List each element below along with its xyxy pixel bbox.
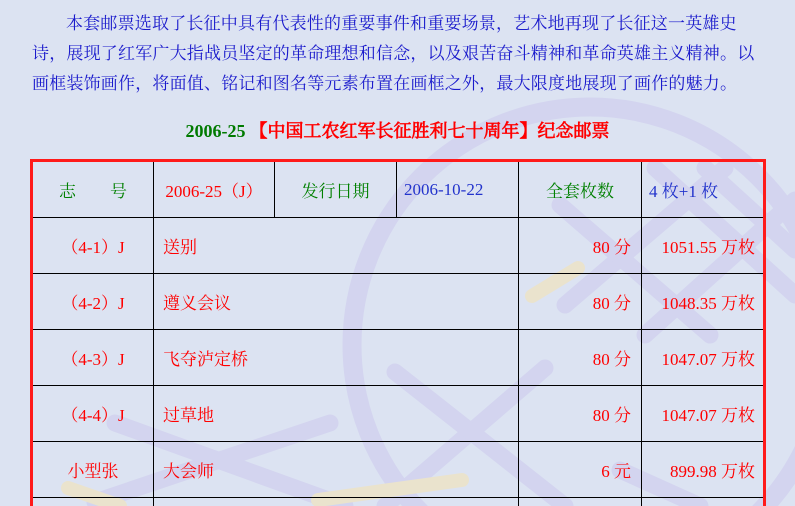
name-cell: 过草地 xyxy=(154,386,519,442)
page-title xyxy=(0,118,795,144)
denomination-cell: 80 分 xyxy=(519,218,642,274)
denomination-cell: 6 元 xyxy=(519,442,642,498)
quantity-cell: 1047.07 万枚 xyxy=(642,386,765,442)
table-row xyxy=(32,218,765,274)
denomination-cell xyxy=(519,498,642,506)
header-issue-date-label: 发行日期 xyxy=(275,161,397,218)
denomination-cell: 80 分 xyxy=(519,274,642,330)
table-header-row xyxy=(32,161,765,218)
quantity-cell xyxy=(642,498,765,506)
table-row-partial xyxy=(32,498,765,506)
name-cell: 飞夺泸定桥 xyxy=(154,330,519,386)
quantity-cell: 1047.07 万枚 xyxy=(642,330,765,386)
catalog-cell: （4-1）J xyxy=(32,218,154,274)
name-cell: 遵义会议 xyxy=(154,274,519,330)
name-cell: 大会师 xyxy=(154,442,519,498)
quantity-cell: 1051.55 万枚 xyxy=(642,218,765,274)
table-row xyxy=(32,274,765,330)
header-set-count-value: 4 枚+1 枚 xyxy=(642,161,765,218)
header-issue-date-value: 2006-10-22 xyxy=(397,161,519,218)
title-stamp-name: 【中国工农红军长征胜利七十周年】纪念邮票 xyxy=(249,121,610,141)
table-row xyxy=(32,330,765,386)
denomination-cell: 80 分 xyxy=(519,386,642,442)
name-cell xyxy=(154,498,519,506)
denomination-cell: 80 分 xyxy=(519,330,642,386)
table-row xyxy=(32,386,765,442)
header-catalog-label: 志 号 xyxy=(32,161,154,218)
catalog-cell xyxy=(32,498,154,506)
catalog-cell: 小型张 xyxy=(32,442,154,498)
catalog-cell: （4-2）J xyxy=(32,274,154,330)
catalog-cell: （4-4）J xyxy=(32,386,154,442)
quantity-cell: 1048.35 万枚 xyxy=(642,274,765,330)
stamp-info-table xyxy=(30,159,766,506)
name-cell: 送别 xyxy=(154,218,519,274)
table-row xyxy=(32,442,765,498)
quantity-cell: 899.98 万枚 xyxy=(642,442,765,498)
catalog-cell: （4-3）J xyxy=(32,330,154,386)
intro-paragraph: 本套邮票选取了长征中具有代表性的重要事件和重要场景，艺术地再现了长征这一英雄史诗，展现了红军广大指战员坚定的革命理想和信念，以及艰苦奋斗精神和革命英雄主义精神。以画框装饰画作，将面值、铭记和图名等元素布置在画框之外，最大限度地展现了画作的魅力。 xyxy=(32,14,755,93)
title-catalog-number: 2006-25 xyxy=(185,121,246,141)
header-set-count-label: 全套枚数 xyxy=(519,161,642,218)
header-catalog-value: 2006-25（J） xyxy=(154,161,275,218)
